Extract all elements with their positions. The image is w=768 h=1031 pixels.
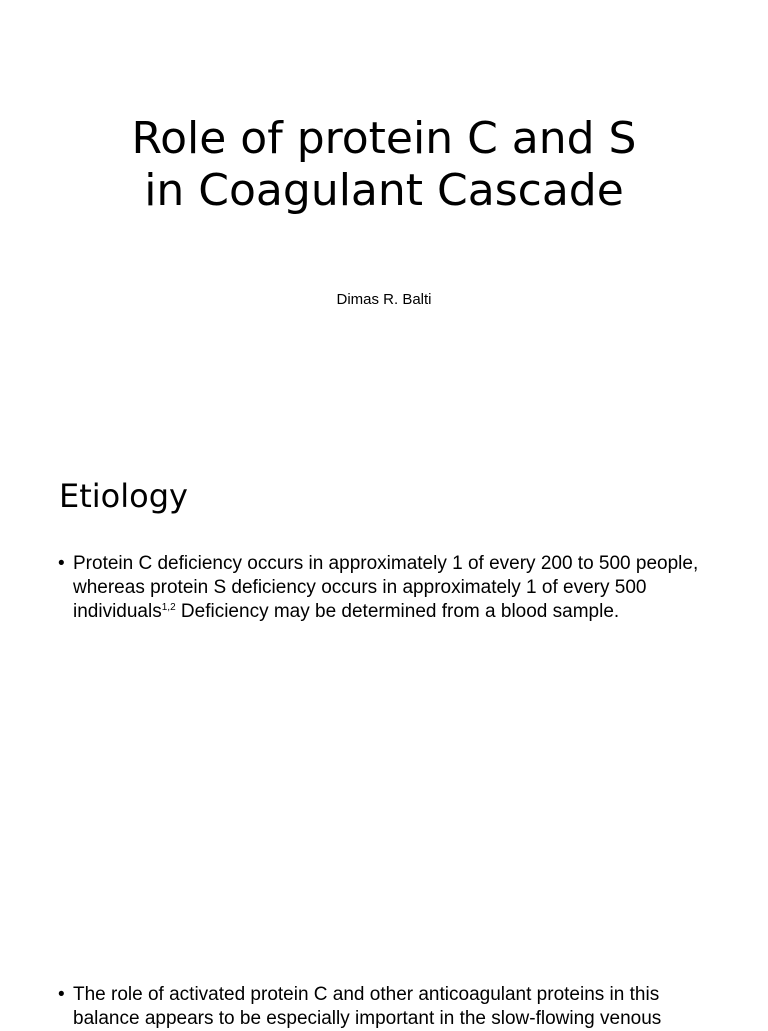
bullet-item [58, 552, 708, 624]
bullet-dot-icon: • [58, 984, 65, 1005]
section-heading: Etiology [59, 477, 188, 515]
title-slide [0, 0, 768, 432]
bullet-dot-icon: • [58, 553, 65, 574]
citation-superscript: 1,2 [161, 602, 176, 613]
etiology-slide [0, 432, 768, 1029]
slide-title-line-1: Role of protein C and S [131, 113, 637, 164]
bullet-text [73, 552, 708, 624]
slide-title [60, 113, 708, 217]
bullet-text-part-2: Deficiency may be determined from a blood sample. [175, 601, 620, 622]
bullet-text: The role of activated protein C and other anticoagulant proteins in this balance appears to be especially important in the slow-flowing venous [73, 984, 662, 1029]
slide-title-line-2: in Coagulant Cascade [144, 165, 624, 216]
bullet-text-part-1: Protein C deficiency occurs in approximately 1 of every 200 to 500 people, whereas protein S deficiency occurs in approximately 1 of every 500 individuals [73, 553, 699, 622]
author-name: Dimas R. Balti [336, 291, 432, 308]
